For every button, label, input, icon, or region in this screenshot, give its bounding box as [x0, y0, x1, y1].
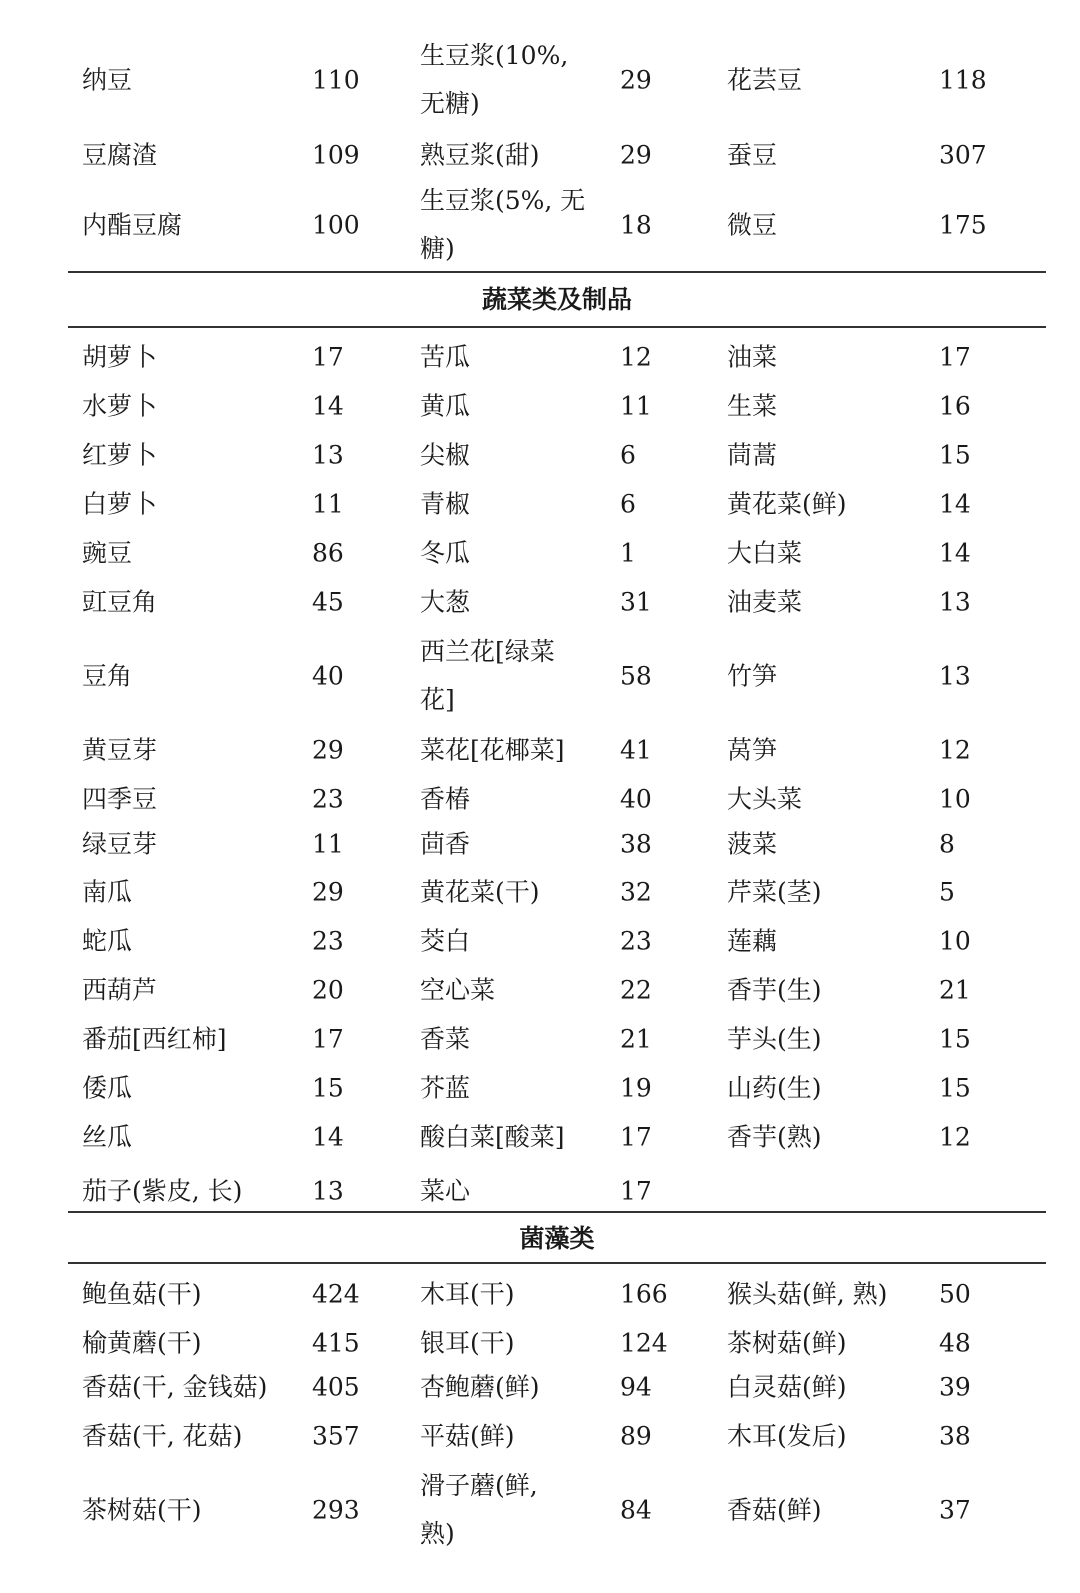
food-value: 50 [939, 1279, 971, 1309]
food-name: 空心菜 [420, 975, 496, 1005]
food-value: 84 [620, 1495, 652, 1525]
section-divider [68, 326, 1046, 328]
food-name: 纳豆 [82, 65, 133, 95]
food-value: 14 [312, 391, 344, 421]
food-name: 西葫芦 [82, 975, 158, 1005]
food-name: 茴香 [420, 829, 471, 859]
food-value: 40 [620, 784, 652, 814]
food-value: 89 [620, 1421, 652, 1451]
food-name: 香菜 [420, 1024, 471, 1054]
table-row [0, 868, 1080, 916]
food-name: 蚕豆 [727, 140, 778, 170]
food-name: 尖椒 [420, 440, 471, 470]
food-name: 香芋(熟) [727, 1122, 822, 1152]
food-value: 40 [312, 661, 344, 691]
food-value: 10 [939, 926, 971, 956]
food-name: 苦瓜 [420, 342, 471, 372]
food-value: 17 [312, 342, 344, 372]
food-name: 黄花菜(鲜) [727, 489, 847, 519]
food-name: 木耳(发后) [727, 1421, 847, 1451]
food-name: 香芋(生) [727, 975, 822, 1005]
food-value: 19 [620, 1073, 652, 1103]
food-value: 38 [620, 829, 652, 859]
food-name: 芥蓝 [420, 1073, 471, 1103]
table-row [0, 1270, 1080, 1318]
food-value: 15 [939, 440, 971, 470]
food-name: 香菇(鲜) [727, 1495, 822, 1525]
food-name: 青椒 [420, 489, 471, 519]
food-value: 11 [620, 391, 652, 421]
food-name: 鲍鱼菇(干) [82, 1279, 202, 1309]
food-name: 银耳(干) [420, 1328, 515, 1358]
food-value: 12 [939, 735, 971, 765]
food-name: 茶树菇(干) [82, 1495, 202, 1525]
food-value: 307 [939, 140, 987, 170]
food-name: 四季豆 [82, 784, 158, 814]
food-value: 166 [620, 1279, 668, 1309]
food-value: 11 [312, 829, 344, 859]
food-value: 17 [620, 1176, 652, 1206]
food-value: 20 [312, 975, 344, 1005]
table-row [0, 1167, 1080, 1215]
food-name: 大白菜 [727, 538, 803, 568]
food-name: 莴笋 [727, 735, 778, 765]
food-value: 10 [939, 784, 971, 814]
table-row [0, 1363, 1080, 1411]
food-value: 13 [939, 587, 971, 617]
food-name: 豌豆 [82, 538, 133, 568]
section-divider [68, 271, 1046, 273]
food-value: 100 [312, 210, 360, 240]
food-name: 茼蒿 [727, 440, 778, 470]
table-row [0, 30, 1080, 130]
food-name: 大头菜 [727, 784, 803, 814]
food-value: 1 [620, 538, 636, 568]
food-value: 48 [939, 1328, 971, 1358]
section-heading-fungi: 菌藻类 [519, 1224, 595, 1253]
food-name: 杏鲍蘑(鲜) [420, 1372, 540, 1402]
food-name: 平菇(鲜) [420, 1421, 515, 1451]
food-value: 5 [939, 877, 955, 907]
food-name: 生豆浆(5%, 无糖) [420, 186, 586, 263]
food-value: 23 [312, 784, 344, 814]
food-name: 菜心 [420, 1176, 471, 1206]
table-row [0, 1462, 1080, 1558]
food-name: 油菜 [727, 342, 778, 372]
table-row [0, 333, 1080, 381]
food-value: 13 [939, 661, 971, 691]
food-name: 茄子(紫皮, 长) [82, 1176, 243, 1206]
food-value: 41 [620, 735, 652, 765]
food-value: 17 [620, 1122, 652, 1152]
food-value: 13 [312, 1176, 344, 1206]
food-name: 菜花[花椰菜] [420, 735, 565, 765]
table-row [0, 775, 1080, 823]
food-name: 大葱 [420, 587, 471, 617]
table-row [0, 630, 1080, 722]
section-divider [68, 1211, 1046, 1213]
table-row [0, 529, 1080, 577]
table-row [0, 1412, 1080, 1460]
food-name: 豆腐渣 [82, 140, 158, 170]
food-name: 倭瓜 [82, 1073, 133, 1103]
food-name: 生菜 [727, 391, 778, 421]
table-row [0, 726, 1080, 774]
food-value: 31 [620, 587, 652, 617]
food-value: 29 [312, 877, 344, 907]
food-value: 29 [312, 735, 344, 765]
food-name: 丝瓜 [82, 1122, 133, 1152]
table-row [0, 431, 1080, 479]
food-name: 白萝卜 [82, 489, 158, 519]
table-row [0, 382, 1080, 430]
food-value: 16 [939, 391, 971, 421]
food-value: 415 [312, 1328, 360, 1358]
food-value: 118 [939, 65, 987, 95]
food-name: 山药(生) [727, 1073, 822, 1103]
food-value: 175 [939, 210, 987, 240]
food-value: 6 [620, 440, 636, 470]
food-value: 15 [312, 1073, 344, 1103]
food-name: 胡萝卜 [82, 342, 158, 372]
food-value: 109 [312, 140, 360, 170]
food-name: 酸白菜[酸菜] [420, 1122, 565, 1152]
food-value: 18 [620, 210, 652, 240]
table-row [0, 966, 1080, 1014]
section-heading-vegetables: 蔬菜类及制品 [481, 285, 632, 314]
food-name: 红萝卜 [82, 440, 158, 470]
table-row [0, 1113, 1080, 1161]
food-value: 21 [939, 975, 971, 1005]
food-value: 86 [312, 538, 344, 568]
food-value: 15 [939, 1073, 971, 1103]
food-name: 白灵菇(鲜) [727, 1372, 847, 1402]
food-value: 45 [312, 587, 344, 617]
food-value: 6 [620, 489, 636, 519]
table-row [0, 130, 1080, 180]
food-name: 榆黄蘑(干) [82, 1328, 202, 1358]
food-value: 124 [620, 1328, 668, 1358]
food-name: 黄花菜(干) [420, 877, 540, 907]
food-name: 黄瓜 [420, 391, 471, 421]
table-row [0, 1015, 1080, 1063]
food-name: 绿豆芽 [82, 829, 158, 859]
food-value: 94 [620, 1372, 652, 1402]
food-name: 花芸豆 [727, 65, 803, 95]
food-value: 58 [620, 661, 652, 691]
table-row [0, 820, 1080, 868]
food-name: 茭白 [420, 926, 471, 956]
table-row [0, 180, 1080, 270]
food-value: 14 [312, 1122, 344, 1152]
food-name: 豇豆角 [82, 587, 158, 617]
food-value: 38 [939, 1421, 971, 1451]
food-value: 39 [939, 1372, 971, 1402]
food-value: 22 [620, 975, 652, 1005]
table-row [0, 1064, 1080, 1112]
food-name: 生豆浆(10%, 无糖) [420, 41, 569, 118]
food-value: 110 [312, 65, 360, 95]
food-name: 南瓜 [82, 877, 133, 907]
table-row [0, 917, 1080, 965]
food-value: 424 [312, 1279, 360, 1309]
food-name: 豆角 [82, 661, 133, 691]
food-name: 蛇瓜 [82, 926, 133, 956]
food-name: 竹笋 [727, 661, 778, 691]
food-name: 番茄[西红柿] [82, 1024, 227, 1054]
food-name: 微豆 [727, 210, 778, 240]
food-name: 冬瓜 [420, 538, 471, 568]
food-name: 芹菜(茎) [727, 877, 822, 907]
table-row [0, 480, 1080, 528]
food-name: 菠菜 [727, 829, 778, 859]
food-value: 15 [939, 1024, 971, 1054]
food-value: 23 [312, 926, 344, 956]
table-row [0, 1319, 1080, 1367]
food-value: 357 [312, 1421, 360, 1451]
food-name: 熟豆浆(甜) [420, 140, 540, 170]
food-name: 茶树菇(鲜) [727, 1328, 847, 1358]
food-value: 12 [620, 342, 652, 372]
food-value: 17 [312, 1024, 344, 1054]
food-value: 293 [312, 1495, 360, 1525]
food-value: 29 [620, 140, 652, 170]
food-name: 黄豆芽 [82, 735, 158, 765]
food-name: 芋头(生) [727, 1024, 822, 1054]
food-value: 405 [312, 1372, 360, 1402]
food-name: 莲藕 [727, 926, 778, 956]
food-value: 29 [620, 65, 652, 95]
food-name: 香椿 [420, 784, 471, 814]
food-value: 17 [939, 342, 971, 372]
food-value: 13 [312, 440, 344, 470]
food-name: 滑子蘑(鲜, 熟) [420, 1471, 538, 1548]
food-name: 木耳(干) [420, 1279, 515, 1309]
food-name: 香菇(干, 金钱菇) [82, 1372, 268, 1402]
food-value: 11 [312, 489, 344, 519]
food-name: 水萝卜 [82, 391, 158, 421]
table-row [0, 578, 1080, 626]
food-value: 23 [620, 926, 652, 956]
food-value: 14 [939, 489, 971, 519]
food-name: 内酯豆腐 [82, 210, 183, 240]
food-value: 12 [939, 1122, 971, 1152]
food-value: 8 [939, 829, 955, 859]
food-value: 21 [620, 1024, 652, 1054]
food-value: 32 [620, 877, 652, 907]
food-value: 37 [939, 1495, 971, 1525]
food-name: 香菇(干, 花菇) [82, 1421, 243, 1451]
section-divider [68, 1262, 1046, 1264]
food-name: 油麦菜 [727, 587, 803, 617]
food-value: 14 [939, 538, 971, 568]
food-name: 西兰花[绿菜花] [420, 637, 555, 714]
food-name: 猴头菇(鲜, 熟) [727, 1279, 888, 1309]
